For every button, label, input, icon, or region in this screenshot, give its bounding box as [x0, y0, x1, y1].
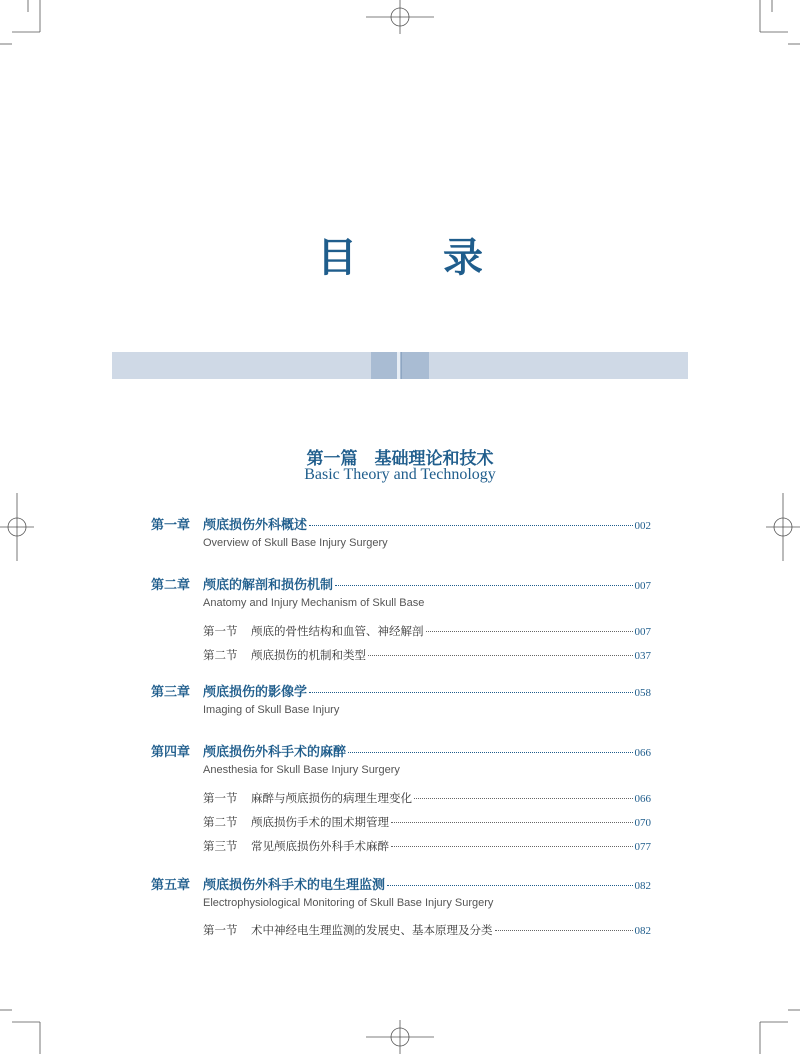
chapter-title: 颅底损伤外科手术的麻醉	[203, 745, 347, 760]
leader-dots	[414, 797, 633, 799]
toc-chapter[interactable]	[151, 741, 651, 760]
toc-chapter[interactable]	[151, 574, 651, 593]
chapter-number: 第四章	[151, 745, 191, 760]
toc-chapter[interactable]	[151, 681, 651, 700]
chapter-title-en: Overview of Skull Base Injury Surgery	[203, 537, 388, 549]
leader-dots	[391, 821, 633, 823]
chapter-title-en: Anatomy and Injury Mechanism of Skull Base	[203, 597, 425, 609]
leader-dots	[348, 751, 632, 753]
chapter-title-en: Anesthesia for Skull Base Injury Surgery	[203, 764, 400, 776]
page-number: 082	[634, 880, 651, 892]
page-number: 066	[634, 793, 651, 805]
section-title: 颅底损伤的机制和类型	[251, 648, 366, 662]
chapter-title-en: Imaging of Skull Base Injury	[203, 704, 340, 716]
leader-dots	[391, 845, 633, 847]
chapter-number: 第三章	[151, 685, 191, 700]
chapter-number: 第五章	[151, 878, 191, 893]
toc-section[interactable]	[203, 922, 651, 938]
leader-dots	[335, 584, 632, 586]
chapter-title-en: Electrophysiological Monitoring of Skull Base Injury Surgery	[203, 897, 494, 909]
page-number: 007	[634, 626, 651, 638]
section-title: 颅底损伤手术的围术期管理	[251, 815, 389, 829]
page-number: 007	[634, 580, 651, 592]
toc-chapter[interactable]	[151, 874, 651, 893]
page-number: 002	[634, 520, 651, 532]
chapter-number: 第一章	[151, 518, 191, 533]
decorative-band-center	[371, 352, 429, 379]
section-number: 第一节	[203, 624, 238, 638]
section-number: 第一节	[203, 923, 238, 937]
page-number: 070	[634, 817, 651, 829]
section-title: 颅底的骨性结构和血管、神经解剖	[251, 624, 424, 638]
chapter-title: 颅底的解剖和损伤机制	[203, 578, 334, 593]
section-title: 常见颅底损伤外科手术麻醉	[251, 839, 389, 853]
toc-section[interactable]	[203, 623, 651, 639]
section-title: 麻醉与颅底损伤的病理生理变化	[251, 791, 412, 805]
part-title-en: Basic Theory and Technology	[304, 466, 496, 483]
leader-dots	[309, 691, 632, 693]
section-title: 术中神经电生理监测的发展史、基本原理及分类	[251, 923, 493, 937]
toc-section[interactable]	[203, 814, 651, 830]
section-number: 第二节	[203, 815, 238, 829]
leader-dots	[309, 524, 632, 526]
section-number: 第三节	[203, 839, 238, 853]
chapter-title: 颅底损伤外科手术的电生理监测	[203, 878, 386, 893]
part-title-cn: 第一篇 基础理论和技术	[306, 449, 494, 469]
chapter-number: 第二章	[151, 578, 191, 593]
page-number: 082	[634, 925, 651, 937]
chapter-title: 颅底损伤的影像学	[203, 685, 308, 700]
page-title: 目 录	[317, 234, 519, 281]
toc-chapter[interactable]	[151, 514, 651, 533]
leader-dots	[495, 929, 633, 931]
page-number: 066	[634, 747, 651, 759]
section-number: 第一节	[203, 791, 238, 805]
page-number: 058	[634, 687, 651, 699]
toc-section[interactable]	[203, 647, 651, 663]
toc-section[interactable]	[203, 838, 651, 854]
chapter-title: 颅底损伤外科概述	[203, 518, 308, 533]
page-number: 037	[634, 650, 651, 662]
page-number: 077	[634, 841, 651, 853]
leader-dots	[368, 654, 633, 656]
toc-section[interactable]	[203, 790, 651, 806]
leader-dots	[387, 884, 632, 886]
leader-dots	[426, 630, 633, 632]
section-number: 第二节	[203, 648, 238, 662]
